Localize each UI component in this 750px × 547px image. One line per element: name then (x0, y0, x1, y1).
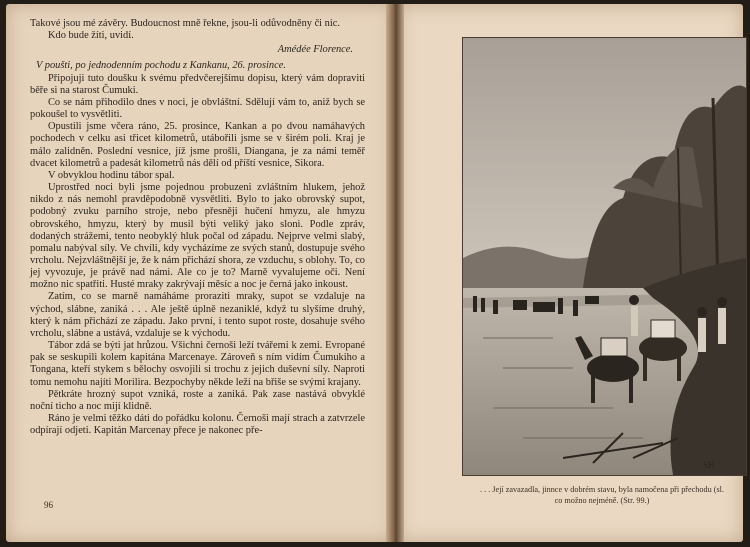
illustration-river-crossing (462, 37, 747, 476)
book-gutter (386, 4, 404, 542)
engraver-signature: SH (703, 460, 715, 470)
paragraph: Kdo bude žíti, uvidí. (48, 30, 134, 42)
paragraph: Tábor zdá se býti jat hrůzou. Všichni černoši leží tvářemi k zemi. Evropané pak se seskupili kolem kapitána Marcenaye. Zároveň s ním vidím Čumukiho a Tongana, kteří stykem s bělochy osvojili si trochu z jejich duševní síly. Naproti tomu nemohu najíti Morilira. Bezpochyby někde leží na břiše se svými krajany. (30, 340, 365, 388)
illustration-engraving (463, 38, 746, 475)
paragraph: Opustili jsme včera ráno, 25. prosince, Kankan a po dvou namáhavých pochodech v celku asi třicet kilometrů, utábořili jsme se v širém poli. Kraj je málo zalidněn. Poslední vesnice, jíž jsme prošli, Diangana, je za námi teměř dvacet kilometrů a padesát kilometrů nás dělí od příští vesnice, Sikora. (30, 121, 365, 169)
caption-line-2: co možno nejméně. (Str. 99.) (554, 496, 650, 505)
illustration-caption (462, 484, 742, 506)
page-number: 96 (44, 500, 53, 510)
paragraph: Pětkráte hrozný supot vzniká, roste a zaniká. Pak zase nastává obvyklé noční ticho a noc mijí klidně. (30, 388, 365, 412)
author-signature: Amédée Florence. (277, 44, 353, 56)
paragraph: Uprostřed noci byli jsme pojednou probuzeni zvláštním hlukem, jehož nikdo z nás nemohl pravděpodobně vysvětliti. Bylo to jako obrovský supot, podobný zvuku parního stroje, nebo přesněji hučení hmyzu, ale hmyzu obrovského, hmyzu, který by musil býti veliký jako sloni. Podle zpráv, dodaných strážemi, tento neobyklý hluk počal od západu. Nejprve velmi slabý, pomalu nabýval síly. Ve chvíli, kdy vycházíme ze svých stanů, dostupuje svého vrcholu. Nejzvláštnější je, že k nám přichází shora, ze vzduchu, s oblohy. To, co jej vyvozuje, je právě nad námi. Ale co je to? Marně vyvalujeme oči. Není možno nic spatřiti. Husté mraky zakrývají měsíc a noc je černá jako inkoust. (30, 182, 365, 291)
left-page-text (30, 18, 365, 437)
section-heading: V poušti, po jednodenním pochodu z Kankanu, 26. prosince. (36, 60, 286, 72)
caption-line-1: . . . Její zavazadla, jinnce v dobrém stavu, byla namočena při přechodu (sl. (480, 485, 724, 494)
paragraph: Připojuji tuto doušku k svému předvčerejšímu dopisu, který vám dopraviti běře si na starost Čumuki. (30, 72, 365, 96)
paragraph: Co se nám přihodilo dnes v noci, je obvláštní. Sdělují vám to, aniž bych se pokoušel to vysvětliti. (30, 96, 365, 121)
paragraph: Zatím, co se marně namáháme proraziti mraky, supot se vzdaluje na východ, slábne, zaniká . . . Ale ještě úplně nezaniklé, když tu slyšíme druhý, který k nám přichází ze západu. Jako první, i tento supot roste, dosahuje svého vrcholu, slábne a ustává, vzdaluje se k východu. (30, 291, 365, 339)
paragraph: V obvyklou hodinu tábor spal. (48, 169, 175, 181)
paragraph: Takové jsou mé závěry. Budoucnost mně řekne, jsou-li odůvodněny či nic. (30, 18, 340, 29)
paragraph: Ráno je velmi těžko dáti do pořádku kolonu. Černoši mají strach a zatvrzele odpírají odjeti. Kapitán Marcenay přece je nakonec pře- (30, 413, 365, 437)
